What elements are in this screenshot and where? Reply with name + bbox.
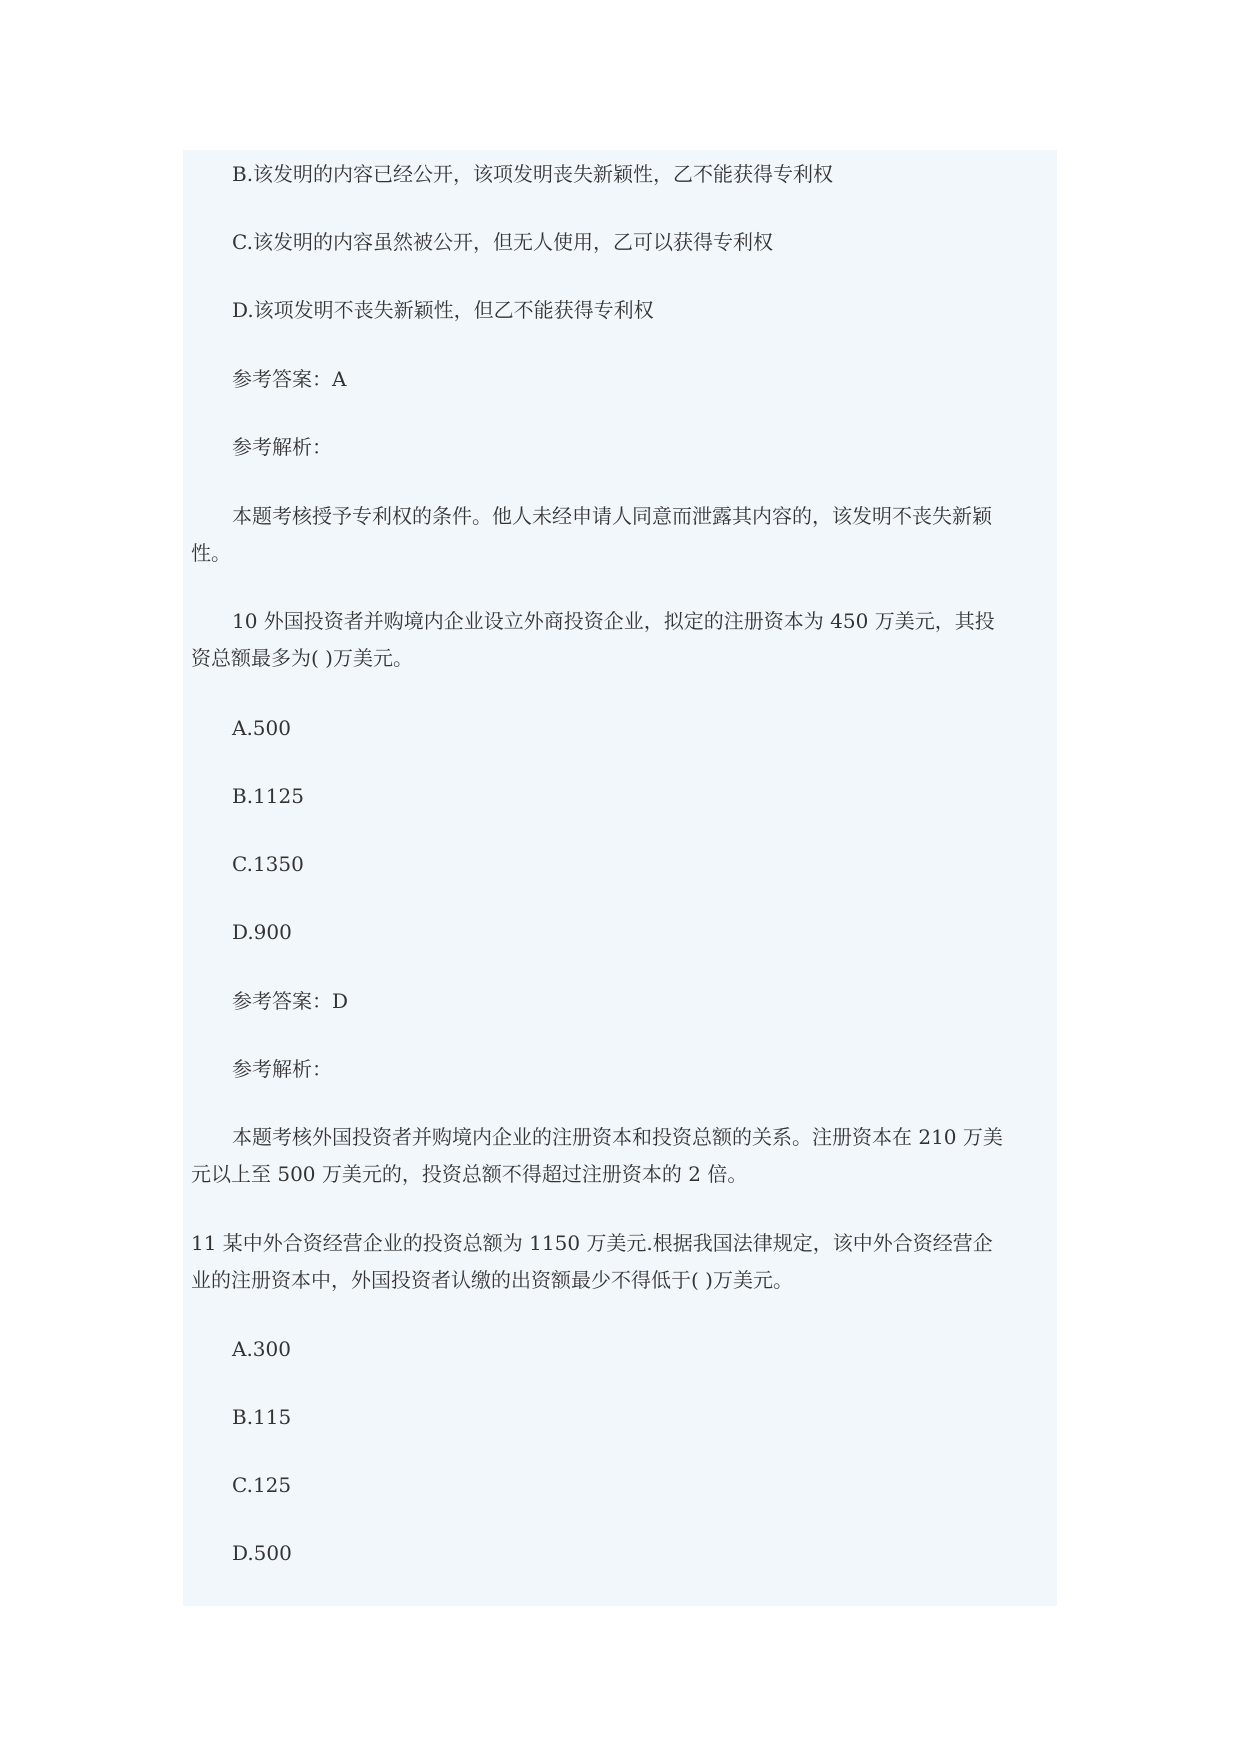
q10-question-line2: 资总额最多为( )万美元。 [191, 646, 413, 670]
q10-analysis-label: 参考解析： [232, 1057, 332, 1081]
q9-answer: 参考答案：A [232, 367, 347, 391]
q10-analysis-line1: 本题考核外国投资者并购境内企业的注册资本和投资总额的关系。注册资本在 210 万美 [232, 1125, 1003, 1149]
q10-answer: 参考答案：D [232, 989, 349, 1013]
q11-option-d: D.500 [232, 1541, 292, 1565]
q9-option-b: B.该发明的内容已经公开，该项发明丧失新颖性，乙不能获得专利权 [232, 162, 834, 186]
q9-analysis-line2: 性。 [191, 541, 231, 565]
q9-analysis-label: 参考解析： [232, 435, 332, 459]
q10-option-c: C.1350 [232, 852, 304, 876]
q11-option-c: C.125 [232, 1473, 292, 1497]
q9-analysis-line1: 本题考核授予专利权的条件。他人未经申请人同意而泄露其内容的，该发明不丧失新颖 [232, 504, 992, 528]
q10-question-line1: 10 外国投资者并购境内企业设立外商投资企业，拟定的注册资本为 450 万美元，其投 [232, 609, 995, 633]
q11-option-b: B.115 [232, 1405, 292, 1429]
q10-analysis-line2: 元以上至 500 万美元的，投资总额不得超过注册资本的 2 倍。 [191, 1162, 748, 1186]
q10-option-b: B.1125 [232, 784, 304, 808]
q9-option-d: D.该项发明不丧失新颖性，但乙不能获得专利权 [232, 298, 654, 322]
q11-option-a: A.300 [232, 1337, 291, 1361]
q9-option-c: C.该发明的内容虽然被公开，但无人使用，乙可以获得专利权 [232, 230, 773, 254]
q10-option-a: A.500 [232, 716, 291, 740]
q11-question-line1: 11 某中外合资经营企业的投资总额为 1150 万美元.根据我国法律规定，该中外合资经营企 [191, 1231, 993, 1255]
q10-option-d: D.900 [232, 920, 292, 944]
q11-question-line2: 业的注册资本中，外国投资者认缴的出资额最少不得低于( )万美元。 [191, 1268, 793, 1292]
